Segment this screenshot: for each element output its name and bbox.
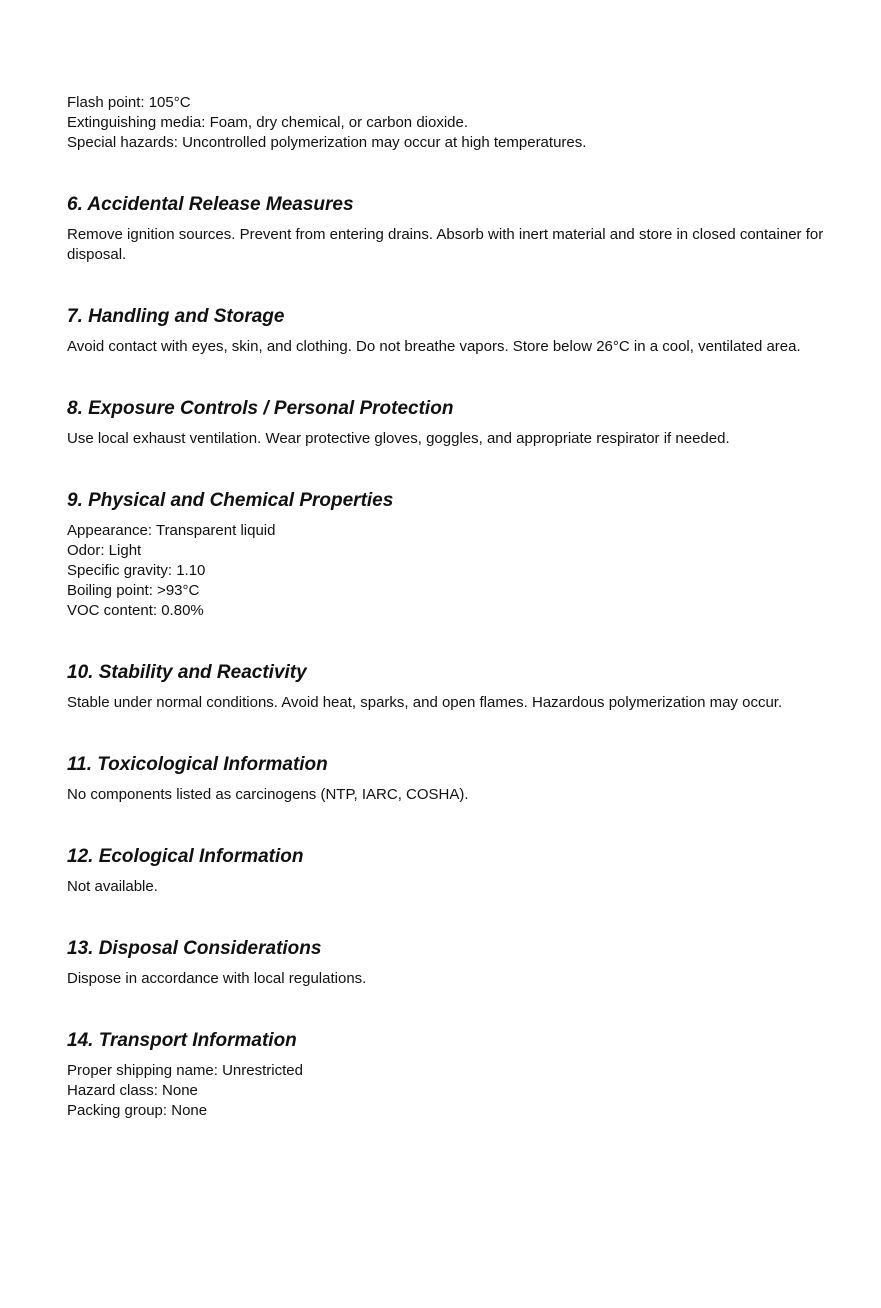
section-heading: 6. Accidental Release Measures [67, 194, 354, 215]
special-hazards-line: Special hazards: Uncontrolled polymerization may occur at high temperatures. [67, 134, 587, 151]
voc-content-line: VOC content: 0.80% [67, 602, 204, 619]
section-body: Not available. [67, 878, 158, 895]
appearance-line: Appearance: Transparent liquid [67, 522, 276, 539]
section-heading: 8. Exposure Controls / Personal Protection [67, 398, 454, 419]
specific-gravity-line: Specific gravity: 1.10 [67, 562, 206, 579]
properties-list [67, 521, 827, 621]
odor-line: Odor: Light [67, 542, 142, 559]
fire-fighting-details [67, 93, 827, 153]
section-transport-information [67, 1029, 827, 1121]
section-heading: 11. Toxicological Information [67, 754, 328, 775]
document-page [67, 93, 827, 1121]
section-ecological-information [67, 845, 827, 897]
section-body: No components listed as carcinogens (NTP, IARC, COSHA). [67, 786, 469, 803]
section-handling-storage [67, 305, 827, 357]
packing-group-line: Packing group: None [67, 1102, 208, 1119]
shipping-name-line: Proper shipping name: Unrestricted [67, 1062, 303, 1079]
section-heading: 12. Ecological Information [67, 846, 304, 867]
section-body: Use local exhaust ventilation. Wear protective gloves, goggles, and appropriate respirator if needed. [67, 430, 730, 447]
extinguishing-media-line: Extinguishing media: Foam, dry chemical, or carbon dioxide. [67, 114, 469, 131]
boiling-point-line: Boiling point: >93°C [67, 582, 200, 599]
section-body: Remove ignition sources. Prevent from entering drains. Absorb with inert material and store in closed container for disposal. [67, 226, 824, 263]
flash-point-line: Flash point: 105°C [67, 94, 191, 111]
section-heading: 10. Stability and Reactivity [67, 662, 307, 683]
section-physical-chemical-properties [67, 489, 827, 621]
section-body: Dispose in accordance with local regulations. [67, 970, 367, 987]
section-heading: 7. Handling and Storage [67, 306, 285, 327]
hazard-class-line: Hazard class: None [67, 1082, 198, 1099]
section-heading: 14. Transport Information [67, 1030, 297, 1051]
section-stability-reactivity [67, 661, 827, 713]
transport-list [67, 1061, 827, 1121]
section-accidental-release [67, 193, 827, 265]
section-exposure-controls [67, 397, 827, 449]
section-heading: 13. Disposal Considerations [67, 938, 322, 959]
section-disposal-considerations [67, 937, 827, 989]
section-heading: 9. Physical and Chemical Properties [67, 490, 394, 511]
section-body: Avoid contact with eyes, skin, and clothing. Do not breathe vapors. Store below 26°C in a cool, ventilated area. [67, 338, 801, 355]
section-toxicological-information [67, 753, 827, 805]
section-body: Stable under normal conditions. Avoid heat, sparks, and open flames. Hazardous polymerization may occur. [67, 694, 783, 711]
